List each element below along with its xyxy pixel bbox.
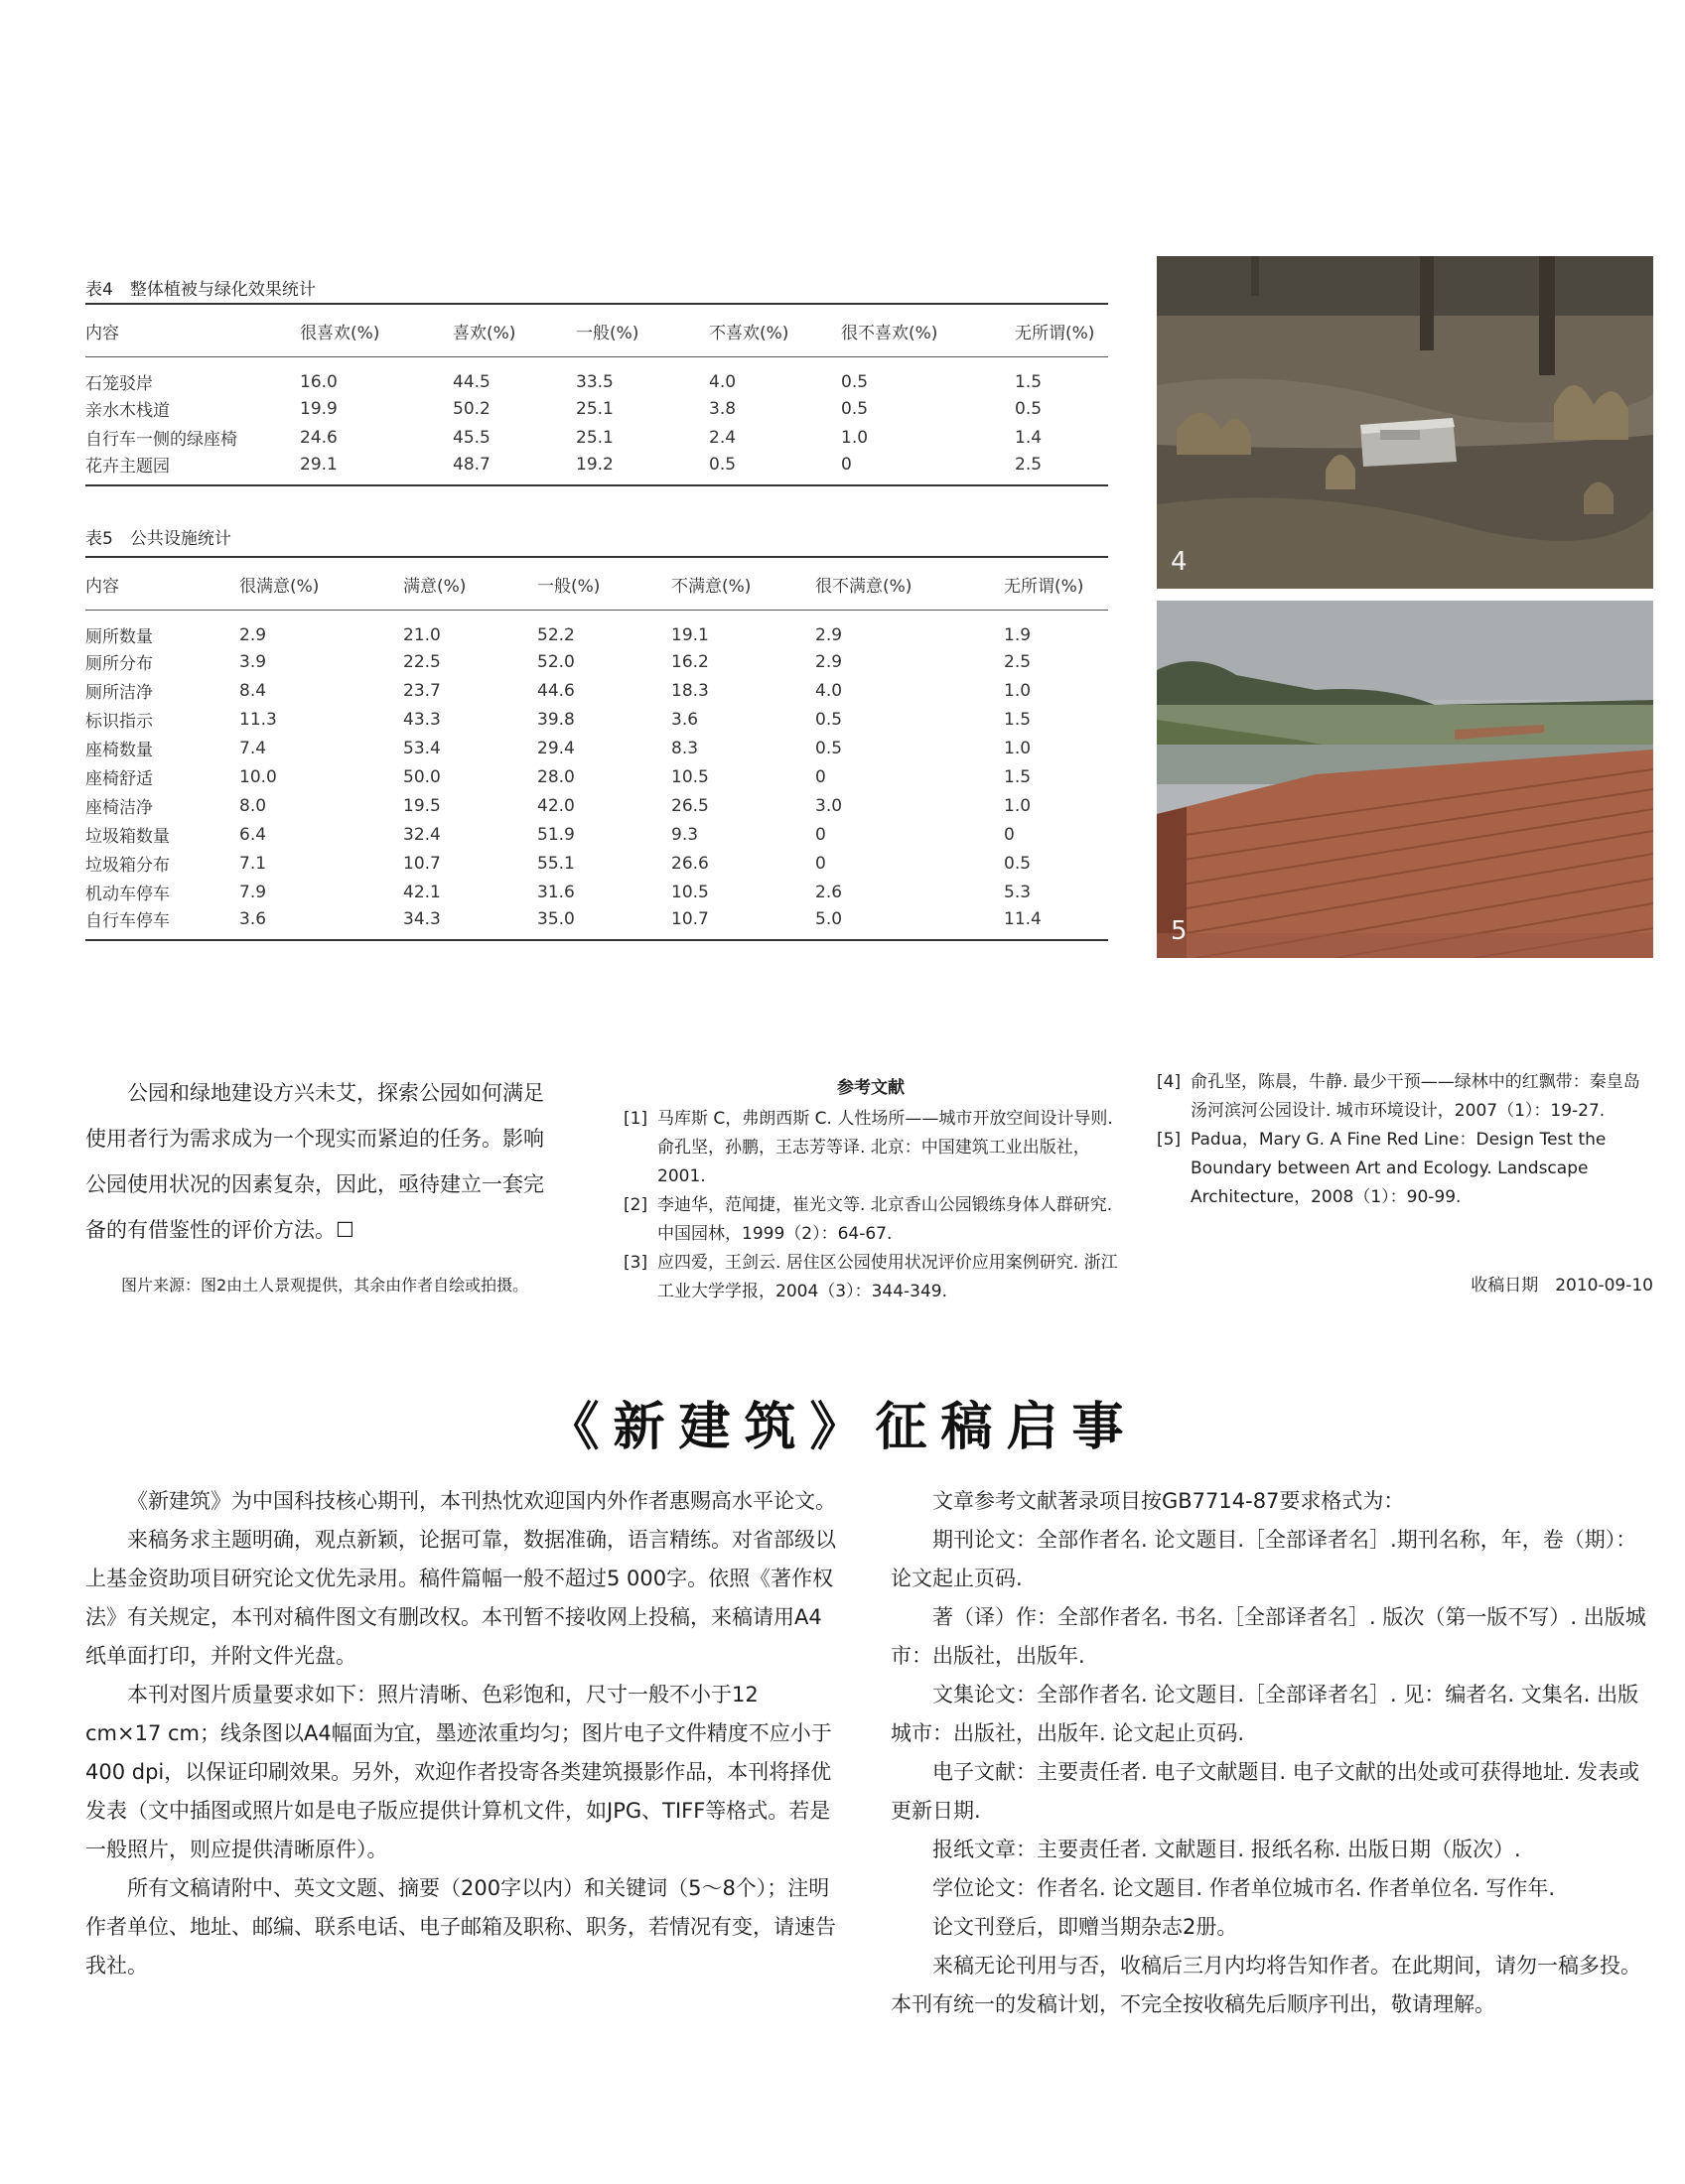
table-cell: 10.5 <box>671 882 709 902</box>
table-cell: 9.3 <box>671 824 699 845</box>
reference-2 <box>624 1191 1118 1249</box>
table-cell: 3.6 <box>671 709 699 730</box>
table-cell: 6.4 <box>239 824 267 845</box>
table-cell: 16.0 <box>300 371 338 392</box>
table-cell: 19.1 <box>671 624 709 645</box>
table-cell: 16.2 <box>671 651 709 672</box>
table-cell: 50.0 <box>403 766 441 787</box>
table-row <box>85 705 1108 734</box>
table-cell: 2.9 <box>815 624 843 645</box>
table-cell: 2.9 <box>815 651 843 672</box>
references-column-2 <box>1157 1068 1653 1212</box>
column-header: 很喜欢(%) <box>300 323 380 343</box>
table-row <box>85 647 1108 676</box>
reference-text: 俞孔坚，陈晨，牛静. 最少干预——绿林中的红飘带：秦皇岛汤河滨河公园设计. 城市环境设计，2007（1）：19-27. <box>1191 1072 1640 1121</box>
table-cell: 18.3 <box>671 680 709 701</box>
column-header: 很不满意(%) <box>815 576 913 597</box>
row-label: 厕所数量 <box>85 627 153 647</box>
row-label: 标识指示 <box>85 712 153 732</box>
table-row <box>85 423 1108 452</box>
table-row <box>85 762 1108 791</box>
row-label: 厕所洁净 <box>85 683 153 703</box>
call-for-papers-left-column <box>85 1482 840 1985</box>
table-cell: 52.0 <box>537 651 575 672</box>
table-cell: 35.0 <box>537 908 575 929</box>
row-label: 亲水木栈道 <box>85 401 170 421</box>
table-cell: 8.3 <box>671 738 699 758</box>
table-cell: 23.7 <box>403 680 441 701</box>
table-cell: 19.5 <box>403 795 441 816</box>
table-cell: 33.5 <box>576 371 614 392</box>
table-row <box>85 878 1108 906</box>
column-header: 不喜欢(%) <box>709 323 789 343</box>
table-cell: 0.5 <box>815 709 843 730</box>
table-cell: 10.7 <box>671 908 709 929</box>
table-cell: 48.7 <box>453 454 491 475</box>
reference-1 <box>624 1105 1118 1191</box>
table-cell: 7.1 <box>239 853 267 874</box>
table-cell: 25.1 <box>576 398 614 419</box>
reference-number: [2] <box>624 1195 648 1215</box>
table-cell: 32.4 <box>403 824 441 845</box>
table-cell: 21.0 <box>403 624 441 645</box>
table-cell: 29.1 <box>300 454 338 475</box>
row-label: 座椅洁净 <box>85 798 153 818</box>
table-row <box>85 676 1108 705</box>
table-cell: 1.5 <box>1004 766 1032 787</box>
table-cell: 25.1 <box>576 427 614 448</box>
paragraph: 报纸文章：主要责任者. 文献题目. 报纸名称. 出版日期（版次）. <box>932 1838 1521 1861</box>
table-cell: 3.0 <box>815 795 843 816</box>
table-cell: 4.0 <box>709 371 737 392</box>
table-cell: 29.4 <box>537 738 575 758</box>
row-label: 垃圾箱分布 <box>85 856 170 876</box>
paragraph: 学位论文：作者名. 论文题目. 作者单位城市名. 作者单位名. 写作年. <box>932 1876 1556 1900</box>
paragraph: 文章参考文献著录项目按GB7714-87要求格式为： <box>932 1489 1405 1513</box>
table-cell: 28.0 <box>537 766 575 787</box>
table-cell: 2.6 <box>815 882 843 902</box>
table-cell: 7.4 <box>239 738 267 758</box>
table-cell: 0 <box>815 766 826 787</box>
table-cell: 2.9 <box>239 624 267 645</box>
table-row <box>85 357 1108 395</box>
table-row <box>85 611 1108 648</box>
table-cell: 0.5 <box>1015 398 1043 419</box>
column-header: 不满意(%) <box>671 576 752 597</box>
table-row <box>85 820 1108 849</box>
table-cell: 55.1 <box>537 853 575 874</box>
table-cell: 31.6 <box>537 882 575 902</box>
paragraph: 来稿务求主题明确，观点新颖，论据可靠，数据准确，语言精练。对省部级以上基金资助项目研究论文优先录用。稿件篇幅一般不超过5 000字。依照《著作权法》有关规定，本刊对稿件图文有删改权。本刊暂不接收网上投稿，来稿请用A4纸单面打印，并附文件光盘。 <box>85 1528 836 1668</box>
column-header: 无所谓(%) <box>1004 576 1084 597</box>
row-label: 自行车停车 <box>85 911 170 931</box>
table-cell: 52.2 <box>537 624 575 645</box>
table-cell: 0.5 <box>1004 853 1032 874</box>
table-row <box>85 906 1108 940</box>
column-header: 满意(%) <box>403 576 467 597</box>
table-cell: 10.0 <box>239 766 277 787</box>
table-cell: 2.5 <box>1004 651 1032 672</box>
row-label: 厕所分布 <box>85 654 153 674</box>
table-cell: 0 <box>841 454 852 475</box>
table4-header-row <box>85 304 1108 357</box>
conclusion-text: 公园和绿地建设方兴未艾，探索公园如何满足使用者行为需求成为一个现实而紧迫的任务。影响公园使用状况的因素复杂，因此，亟待建立一套完备的有借鉴性的评价方法。☐ <box>85 1081 544 1242</box>
table-cell: 1.0 <box>1004 680 1032 701</box>
paragraph: 论文刊登后，即赠当期杂志2册。 <box>932 1915 1238 1939</box>
table-cell: 44.6 <box>537 680 575 701</box>
table-cell: 26.6 <box>671 853 709 874</box>
table-cell: 11.4 <box>1004 908 1042 929</box>
table5-header-row <box>85 557 1108 611</box>
column-header: 很不喜欢(%) <box>841 323 938 343</box>
conclusion-paragraph <box>85 1070 562 1253</box>
table-cell: 2.5 <box>1015 454 1043 475</box>
reference-4 <box>1157 1068 1653 1126</box>
table-row <box>85 849 1108 878</box>
table-cell: 0.5 <box>841 371 869 392</box>
table-cell: 0.5 <box>709 454 737 475</box>
table-cell: 1.5 <box>1004 709 1032 730</box>
table-cell: 3.8 <box>709 398 737 419</box>
image-source-note: 图片来源：图2由土人景观提供，其余由作者自绘或拍摄。 <box>121 1276 529 1295</box>
column-header: 一般(%) <box>576 323 639 343</box>
photo-4-dry-grassland <box>1157 256 1653 589</box>
table-cell: 0 <box>815 853 826 874</box>
reference-text: 应四爱，王剑云. 居住区公园使用状况评价应用案例研究. 浙江工业大学学报，2004（3）：344-349. <box>657 1253 1118 1301</box>
table-cell: 1.9 <box>1004 624 1032 645</box>
table5-caption: 表5 公共设施统计 <box>85 529 231 549</box>
reference-text: Padua，Mary G. A Fine Red Line：Design Test the Boundary between Art and Ecology. Landscape Architecture，2008（1）：90-99. <box>1191 1130 1607 1207</box>
table-cell: 34.3 <box>403 908 441 929</box>
paragraph: 《新建筑》为中国科技核心期刊，本刊热忱欢迎国内外作者惠赐高水平论文。 <box>127 1489 836 1513</box>
table-row <box>85 734 1108 762</box>
reference-3 <box>624 1249 1118 1306</box>
table-cell: 8.0 <box>239 795 267 816</box>
received-date: 收稿日期 2010-09-10 <box>1471 1276 1653 1296</box>
paragraph: 来稿无论刊用与否，收稿后三月内均将告知作者。在此期间，请勿一稿多投。本刊有统一的发稿计划，不完全按收稿先后顺序刊出，敬请理解。 <box>891 1954 1641 2016</box>
references-column-1 <box>624 1074 1118 1306</box>
table-cell: 24.6 <box>300 427 338 448</box>
row-label: 自行车一侧的绿座椅 <box>85 430 237 450</box>
table-cell: 5.0 <box>815 908 843 929</box>
table-cell: 1.4 <box>1015 427 1043 448</box>
table-cell: 10.7 <box>403 853 441 874</box>
paragraph: 期刊论文：全部作者名. 论文题目.［全部译者名］.期刊名称，年，卷（期）：论文起止页码. <box>891 1528 1637 1590</box>
table-cell: 2.4 <box>709 427 737 448</box>
table-cell: 43.3 <box>403 709 441 730</box>
table-row <box>85 452 1108 485</box>
table-cell: 1.0 <box>1004 795 1032 816</box>
column-header: 喜欢(%) <box>453 323 516 343</box>
table-cell: 19.2 <box>576 454 614 475</box>
table-cell: 22.5 <box>403 651 441 672</box>
photo-5-wooden-deck <box>1157 601 1653 958</box>
column-header: 内容 <box>85 576 119 597</box>
paragraph: 本刊对图片质量要求如下：照片清晰、色彩饱和，尺寸一般不小于12 cm×17 cm；线条图以A4幅面为宜，墨迹浓重均匀；图片电子文件精度不应小于400 dpi，以保证印刷效果。另外，欢迎作者投寄各类建筑摄影作品，本刊将择优发表（文中插图或照片如是电子版应提供计算机文件，如JPG、TIFF等格式。若是一般照片，则应提供清晰原件）。 <box>85 1683 832 1861</box>
table5 <box>85 556 1108 941</box>
column-header: 内容 <box>85 323 119 343</box>
table-cell: 10.5 <box>671 766 709 787</box>
photo-4-number: 4 <box>1171 547 1188 577</box>
reference-number: [3] <box>624 1253 648 1273</box>
paragraph: 著（译）作：全部作者名. 书名.［全部译者名］. 版次（第一版不写）. 出版城市：出版社，出版年. <box>891 1605 1646 1668</box>
table-cell: 0 <box>815 824 826 845</box>
row-label: 机动车停车 <box>85 885 170 904</box>
table-cell: 51.9 <box>537 824 575 845</box>
table-cell: 42.0 <box>537 795 575 816</box>
table-cell: 1.0 <box>1004 738 1032 758</box>
photo-5-number: 5 <box>1171 916 1188 946</box>
table-cell: 19.9 <box>300 398 338 419</box>
row-label: 垃圾箱数量 <box>85 827 170 847</box>
paragraph: 文集论文：全部作者名. 论文题目.［全部译者名］. 见：编者名. 文集名. 出版城市：出版社，出版年. 论文起止页码. <box>891 1683 1639 1745</box>
table-row <box>85 394 1108 423</box>
table-cell: 0.5 <box>841 398 869 419</box>
column-header: 无所谓(%) <box>1015 323 1095 343</box>
table-cell: 0.5 <box>815 738 843 758</box>
reference-5 <box>1157 1126 1653 1212</box>
paragraph: 所有文稿请附中、英文文题、摘要（200字以内）和关键词（5～8个）；注明作者单位、地址、邮编、联系电话、电子邮箱及职称、职务，若情况有变，请速告我社。 <box>85 1876 836 1978</box>
table-cell: 3.6 <box>239 908 267 929</box>
table-cell: 50.2 <box>453 398 491 419</box>
table4-caption: 表4 整体植被与绿化效果统计 <box>85 280 316 300</box>
table-row <box>85 791 1108 820</box>
row-label: 花卉主题园 <box>85 457 170 477</box>
table-cell: 39.8 <box>537 709 575 730</box>
table-cell: 53.4 <box>403 738 441 758</box>
table-cell: 26.5 <box>671 795 709 816</box>
column-header: 一般(%) <box>537 576 601 597</box>
table-cell: 0 <box>1004 824 1015 845</box>
row-label: 座椅舒适 <box>85 769 153 789</box>
reference-text: 李迪华，范闻捷，崔光文等. 北京香山公园锻练身体人群研究. 中国园林，1999（2）：64-67. <box>657 1195 1113 1244</box>
table4 <box>85 303 1108 486</box>
reference-number: [4] <box>1157 1072 1182 1092</box>
table-cell: 44.5 <box>453 371 491 392</box>
row-label: 石笼驳岸 <box>85 374 153 394</box>
table-cell: 7.9 <box>239 882 267 902</box>
reference-text: 马库斯 C，弗朗西斯 C. 人性场所——城市开放空间设计导则. 俞孔坚，孙鹏，王志芳等译. 北京：中国建筑工业出版社，2001. <box>657 1109 1113 1186</box>
table-cell: 5.3 <box>1004 882 1032 902</box>
table-cell: 8.4 <box>239 680 267 701</box>
paragraph: 电子文献：主要责任者. 电子文献题目. 电子文献的出处或可获得地址. 发表或更新日期. <box>891 1760 1640 1823</box>
references-title: 参考文献 <box>837 1078 905 1098</box>
table-cell: 1.0 <box>841 427 869 448</box>
table-cell: 45.5 <box>453 427 491 448</box>
table-cell: 42.1 <box>403 882 441 902</box>
table-cell: 11.3 <box>239 709 277 730</box>
column-header: 很满意(%) <box>239 576 320 597</box>
call-for-papers-right-column <box>891 1482 1655 2024</box>
reference-number: [1] <box>624 1109 648 1129</box>
table-cell: 3.9 <box>239 651 267 672</box>
table-cell: 4.0 <box>815 680 843 701</box>
table-cell: 1.5 <box>1015 371 1043 392</box>
reference-number: [5] <box>1157 1130 1182 1150</box>
row-label: 座椅数量 <box>85 741 153 760</box>
call-for-papers-title: 《新建筑》征稿启事 <box>547 1398 1138 1457</box>
